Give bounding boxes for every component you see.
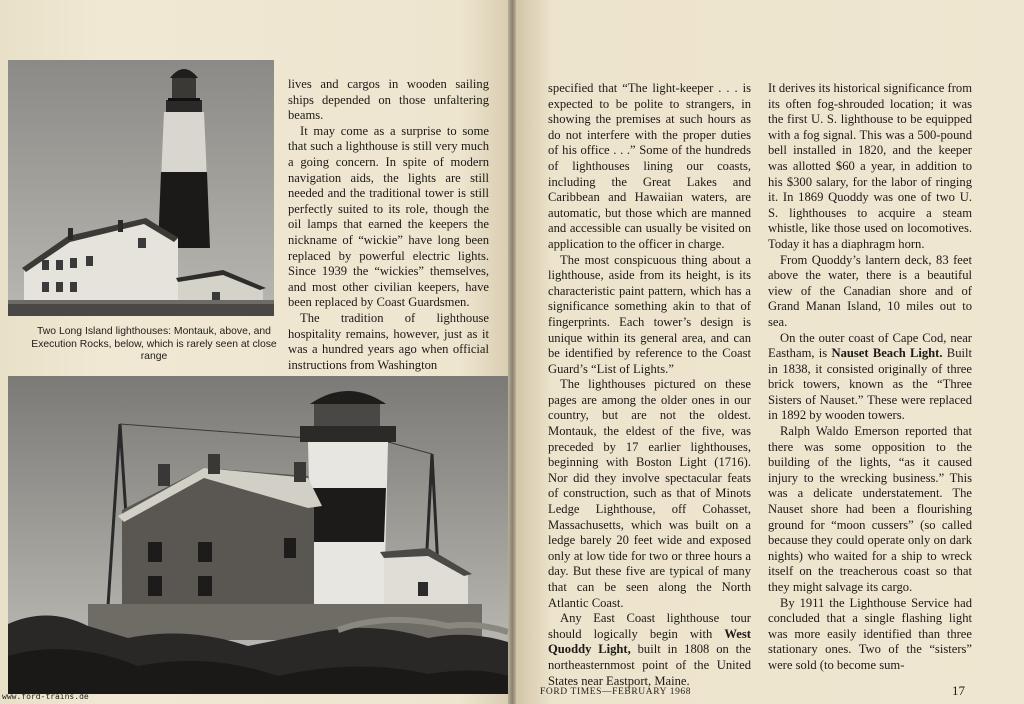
column-2-text	[548, 81, 751, 689]
col1-paragraph-2: It may come as a surprise to some that such a lighthouse is still very much a going concern. In spite of modern navigation aids, the lights are still needed and the traditional tower is still perfectly suited to its role, though the oil lamps that earned the keepers the nickname of “wickie” have long been replaced by powerful electric lights. Since 1939 the “wickies” themselves, and most other civilian keepers, have been replaced by Coast Guardsmen.	[288, 123, 489, 310]
west-quoddy-light-name: West Quoddy Light,	[548, 626, 751, 657]
col2-paragraph-2: The most conspicuous thing about a lighthouse, aside from its height, is its characteristic paint pattern, which has a significance something akin to that of fingerprints. Each tower’s design is unique within its general area, and can be identified by reference to the Coast Guard’s “List of Lights.”	[548, 252, 751, 376]
execution-rocks-lighthouse-image	[8, 376, 508, 694]
col1-paragraph-1: lives and cargos in wooden sailing ships depended on those unfaltering beams.	[288, 77, 489, 123]
col2-paragraph-3: The lighthouses pictured on these pages are among the older ones in our country, but are not the oldest. Montauk, the eldest of the five, was preceded by 17 earlier lighthouses, beginning with Boston Light (1716). Nor did they involve spectacular feats of construction, such as that of Minots Ledge Lighthouse, off Cohasset, Massachusetts, which was built on a ledge barely 20 feet wide and exposed only at low tide for two or three hours a day. But these five are typical of many that can be seen along the North Atlantic Coast.	[548, 377, 751, 610]
col3-paragraph-1: It derives its historical significance from its often fog-shrouded location; it was the first U. S. lighthouse to be equipped with a fog signal. This was a 500-pound bell installed in 1820, and the keeper was allotted $60 a year, in addition to his $300 salary, for the labor of ringing it. In 1869 Quoddy was one of two U. S. lighthouses to acquire a steam whistle, like those used on locomotives. Today it has a diaphragm horn.	[768, 81, 972, 251]
montauk-lighthouse-image	[8, 60, 274, 316]
col1-paragraph-3: The tradition of lighthouse hospitality remains, however, just as it was a hundred years ago when official instructions from Washington	[288, 310, 489, 372]
col2-paragraph-1: specified that “The light-keeper . . . is expected to be polite to strangers, in showing the premises at such hours as do not interfere with the proper duties of his office . . .” Some of the hundreds of lighthouses lining our coasts, including the Great Lakes and Caribbean and Hawaiian waters, are automatic, but those which are manned and accessible can usually be visited on application to the officer in charge.	[548, 81, 751, 251]
col2-paragraph-4	[548, 611, 751, 689]
page-footer: FORD TIMES—FEBRUARY 1968	[540, 687, 692, 697]
col3-p3-pre: On the outer coast of Cape Cod, near Eastham, is	[768, 330, 972, 361]
col2-p4-pre: Any East Coast lighthouse tour should logically begin with	[548, 611, 751, 641]
montauk-lighthouse-photo	[8, 60, 274, 316]
page-number: 17	[952, 683, 965, 698]
col3-paragraph-2: From Quoddy’s lantern deck, 83 feet above the water, there is a beautiful view of the Canadian shore and of Grand Manan Island, 10 miles out to sea.	[768, 252, 972, 329]
col3-paragraph-4: Ralph Waldo Emerson reported that there was some opposition to the building of the lights, “as it caused injury to the wrecking business.” This was a delicate understatement. The Nauset shore had been a flourishing ground for “moon cussers” (so called because they could operate only on dark nights) who waited for a ship to wreck itself on the treacherous coast so that they might salvage its cargo.	[768, 424, 972, 594]
nauset-beach-light-name: Nauset Beach Light.	[831, 346, 943, 361]
col3-paragraph-3	[768, 331, 972, 425]
col3-paragraph-5: By 1911 the Lighthouse Service had concluded that a single flashing light was more easily identified than three stationary ones. Two of the “sisters” were sold (to become sum-	[768, 595, 972, 672]
execution-rocks-lighthouse-photo	[8, 376, 508, 694]
col2-p4-post: built in 1808 on the northeasternmost point of the United States near Eastport, Maine.	[548, 642, 752, 688]
column-1-text	[288, 77, 489, 373]
watermark: www.ford-trains.de	[2, 692, 89, 701]
column-3-text	[768, 81, 972, 674]
col3-p3-post: Built in 1838, it consisted originally of three brick towers, known as the “Three Sisters of Nauset.” These were replaced in 1892 by wooden towers.	[768, 346, 972, 423]
photo-caption: Two Long Island lighthouses: Montauk, above, and Execution Rocks, below, which is rarely seen at close range	[31, 326, 277, 363]
page-gutter	[508, 0, 516, 704]
